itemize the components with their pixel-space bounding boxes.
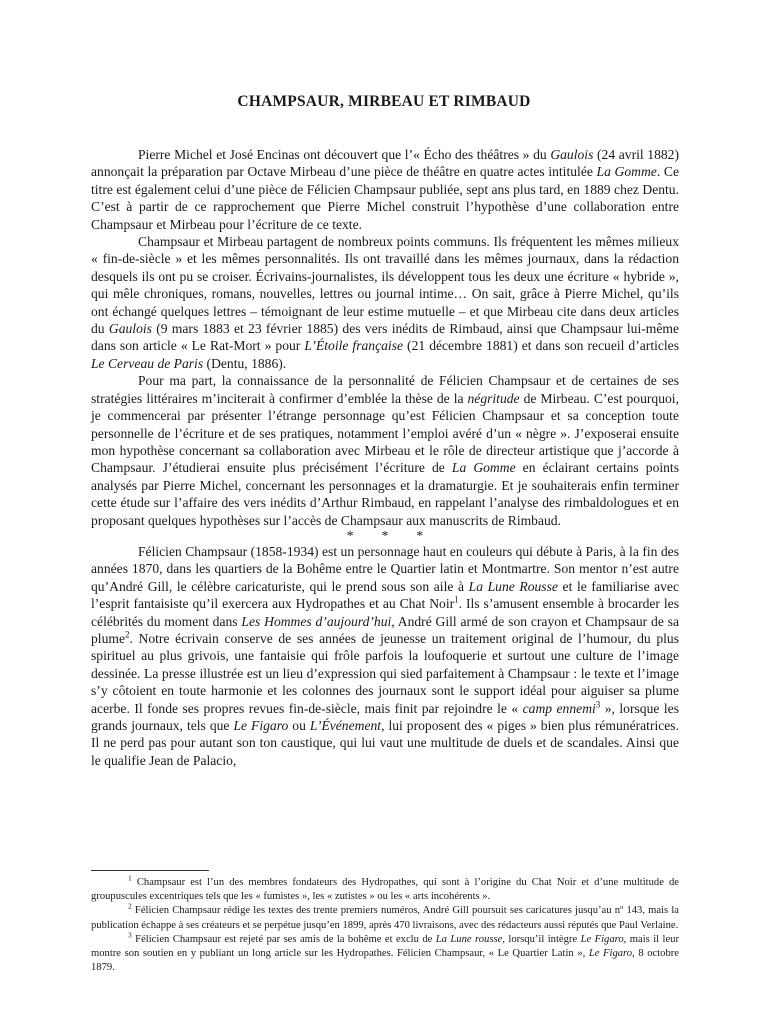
footnote-number: 2 <box>128 901 132 911</box>
footnote-ref-1[interactable]: 1 <box>454 594 459 605</box>
paragraph-3 <box>91 372 679 529</box>
text: . Ils s’amusent ensemble à brocarder les célébrités du moment dans <box>91 596 680 629</box>
footnote-divider <box>91 870 209 871</box>
text: Félicien Champsaur est rejeté par ses amis de la bohême et exclu de <box>131 933 436 945</box>
title-evenement: L’Événement <box>309 718 382 733</box>
text: Félicien Champsaur rédige les textes des trente premiers numéros, André Gill poursuit ses caricatures jusqu’au nº 143, mais la publication échappe à ses créateurs et se perpétue jusqu’en 1899, après 470 livraisons, avec des rédacteurs aussi réputés que Paul Verlaine. <box>91 905 679 931</box>
footnotes <box>91 873 679 975</box>
text: ou <box>288 718 310 733</box>
separator-star: * <box>346 527 354 543</box>
title-la-gomme: La Gomme <box>451 460 516 476</box>
text: », lorsque les grands journaux, tels que <box>91 700 679 733</box>
title-lune-rousse: La Lune rousse <box>435 933 503 945</box>
title-lune-rousse: La Lune Rousse <box>468 578 558 594</box>
footnote-ref-3[interactable]: 3 <box>595 699 601 710</box>
text: , mais il leur montre son soutien en y publiant un long article sur les Hydropathes. Félicien Champsaur, « Le Quartier Latin », <box>91 933 679 960</box>
text: (Dentu, 1886). <box>203 355 287 371</box>
title-cerveau-de-paris: Le Cerveau de Paris <box>91 355 204 371</box>
text: Champsaur et Mirbeau partagent de nombreux points communs. Ils fréquentent les mêmes milieux « fin-de-siècle » et les mêmes personnalités. Ils ont travaillé dans les mêmes journaux, dans la rédaction desquels ils ont pu se croiser. Écrivains-journalistes, ils développent tous les deux une écriture « hybride », qui mêle chroniques, romans, nouvelles, lettres ou journal intime… On sait, grâce à Pierre Michel, qu’ils ont échangé quelques lettres – témoignant de leur estime mutuelle – et que Mirbeau cite dans deux articles du <box>91 234 679 337</box>
text: (24 avril 1882) annonçait la préparation par Octave Mirbeau d’une pièce de théâtre en quatre actes intitulée <box>91 147 679 180</box>
title-hommes-aujourdhui: Les Hommes d’aujourd’hui <box>241 613 392 629</box>
footnote-2 <box>91 901 679 932</box>
article-body <box>91 146 679 769</box>
paragraph-4 <box>91 543 679 769</box>
text: . Ce titre est également celui d’une pièce de Félicien Champsaur publiée, sept ans plus tard, en 1889 chez Dentu. C’est à partir de ce rapprochement que Pierre Michel construit l’hypothèse d’une collaboration entre Champsaur et Mirbeau pour l’écriture de ce texte. <box>91 164 679 232</box>
title-gaulois: Gaulois <box>550 147 594 162</box>
text: et le familiarise avec l’esprit fantaisiste qu’il exercera aux Hydropathes et au Chat Noir <box>91 578 679 612</box>
separator-star: * <box>381 527 389 543</box>
paragraph-2 <box>91 233 679 372</box>
term-camp-ennemi: camp ennemi <box>522 700 596 716</box>
text: Pierre Michel et José Encinas ont découvert que l’« Écho des théâtres » du <box>138 147 551 162</box>
footnote-3 <box>91 930 679 976</box>
text: (9 mars 1883 et 23 février 1885) des vers inédits de Rimbaud, ainsi que Champsaur lui-même dans son article « Le Rat-Mort » pour <box>91 321 679 354</box>
footnote-ref-2[interactable]: 2 <box>124 629 130 640</box>
paragraph-1 <box>91 146 679 233</box>
text: , lui proposent des « piges » bien plus rémunératrices. Il ne perd pas pour autant son ton caustique, qui lui vaut une multitude de duels et de scandales. Ainsi que le qualifie Jean de Palacio, <box>91 718 679 768</box>
text: , lorsqu’il intègre <box>502 933 581 945</box>
text: de Mirbeau. C’est pourquoi, je commencerai par présenter l’étrange personnage qu’est Félicien Champsaur et sa conception toute personnelle de l’écriture et de ses pratiques, notamment l’emploi avéré d’un « nègre ». J’exposerai ensuite mon hypothèse concernant sa collaboration avec Mirbeau et le rôle de directeur artistique que j’accorde à Champsaur. J’étudierai ensuite plus précisément l’écriture de <box>91 390 679 476</box>
footnote-number: 1 <box>128 873 132 883</box>
footnote-number: 3 <box>128 930 132 940</box>
text: , 8 octobre 1879. <box>91 948 679 974</box>
title-la-gomme: La Gomme <box>596 164 657 180</box>
title-etoile-francaise: L’Étoile française <box>304 338 404 354</box>
section-separator <box>91 529 679 543</box>
text: Pour ma part, la connaissance de la personnalité de Félicien Champsaur et de certaines de ses stratégies littéraires m’inciterait à confirmer d’emblée la thèse de la <box>91 373 679 406</box>
separator-star: * <box>416 527 424 543</box>
term-negritude: négritude <box>467 390 520 406</box>
text: , André Gill armé de son crayon et Champsaur de sa plume <box>91 613 679 646</box>
text: . Notre écrivain conserve de ses années de jeunesse un traitement original de l’humour, du plus spirituel au plus grivois, une fantaisie qui frôle parfois la loufoquerie et surtout une culture de l’image dessinée. La presse illustrée est un lieu d’expression qui sied parfaitement à Champsaur : le texte et l’image s’y côtoient en toute harmonie et les colonnes des journaux sont le support idéal pour aiguiser sa plume acerbe. Il fonde ses propres revues fin-de-siècle, mais finit par rejoindre le « <box>91 630 679 716</box>
text: en éclairant certains points analysés par Pierre Michel, concernant les personnages et la dramaturgie. Et je souhaiterais enfin terminer cette étude sur l’affaire des vers inédits d’Arthur Rimbaud, en rappelant l’analyse des rimbaldologues et en proposant quelques hypothèses sur l’accès de Champsaur aux manuscrits de Rimbaud. <box>91 460 680 528</box>
text: Champsaur est l’un des membres fondateurs des Hydropathes, qui sont à l’origine du Chat Noir et d’une multitude de groupuscules excentriques tels que les « fumistes », les « zutistes » ou les « arts incohérents ». <box>91 877 679 903</box>
footnote-1 <box>91 873 679 904</box>
title-le-figaro: Le Figaro <box>580 933 624 945</box>
page-title: CHAMPSAUR, MIRBEAU ET RIMBAUD <box>237 93 531 110</box>
text: (21 décembre 1881) et dans son recueil d’articles <box>403 338 680 354</box>
text: Félicien Champsaur (1858-1934) est un personnage haut en couleurs qui débute à Paris, à la fin des années 1870, dans les quartiers de la Bohême entre le Quartier latin et Montmartre. Son mentor n’est autre qu’André Gill, le célèbre caricaturiste, qui le prend sous son aile à <box>91 543 679 594</box>
title-le-figaro: Le Figaro <box>233 718 289 733</box>
title-gaulois: Gaulois <box>108 321 152 337</box>
title-le-figaro: Le Figaro <box>588 948 633 960</box>
